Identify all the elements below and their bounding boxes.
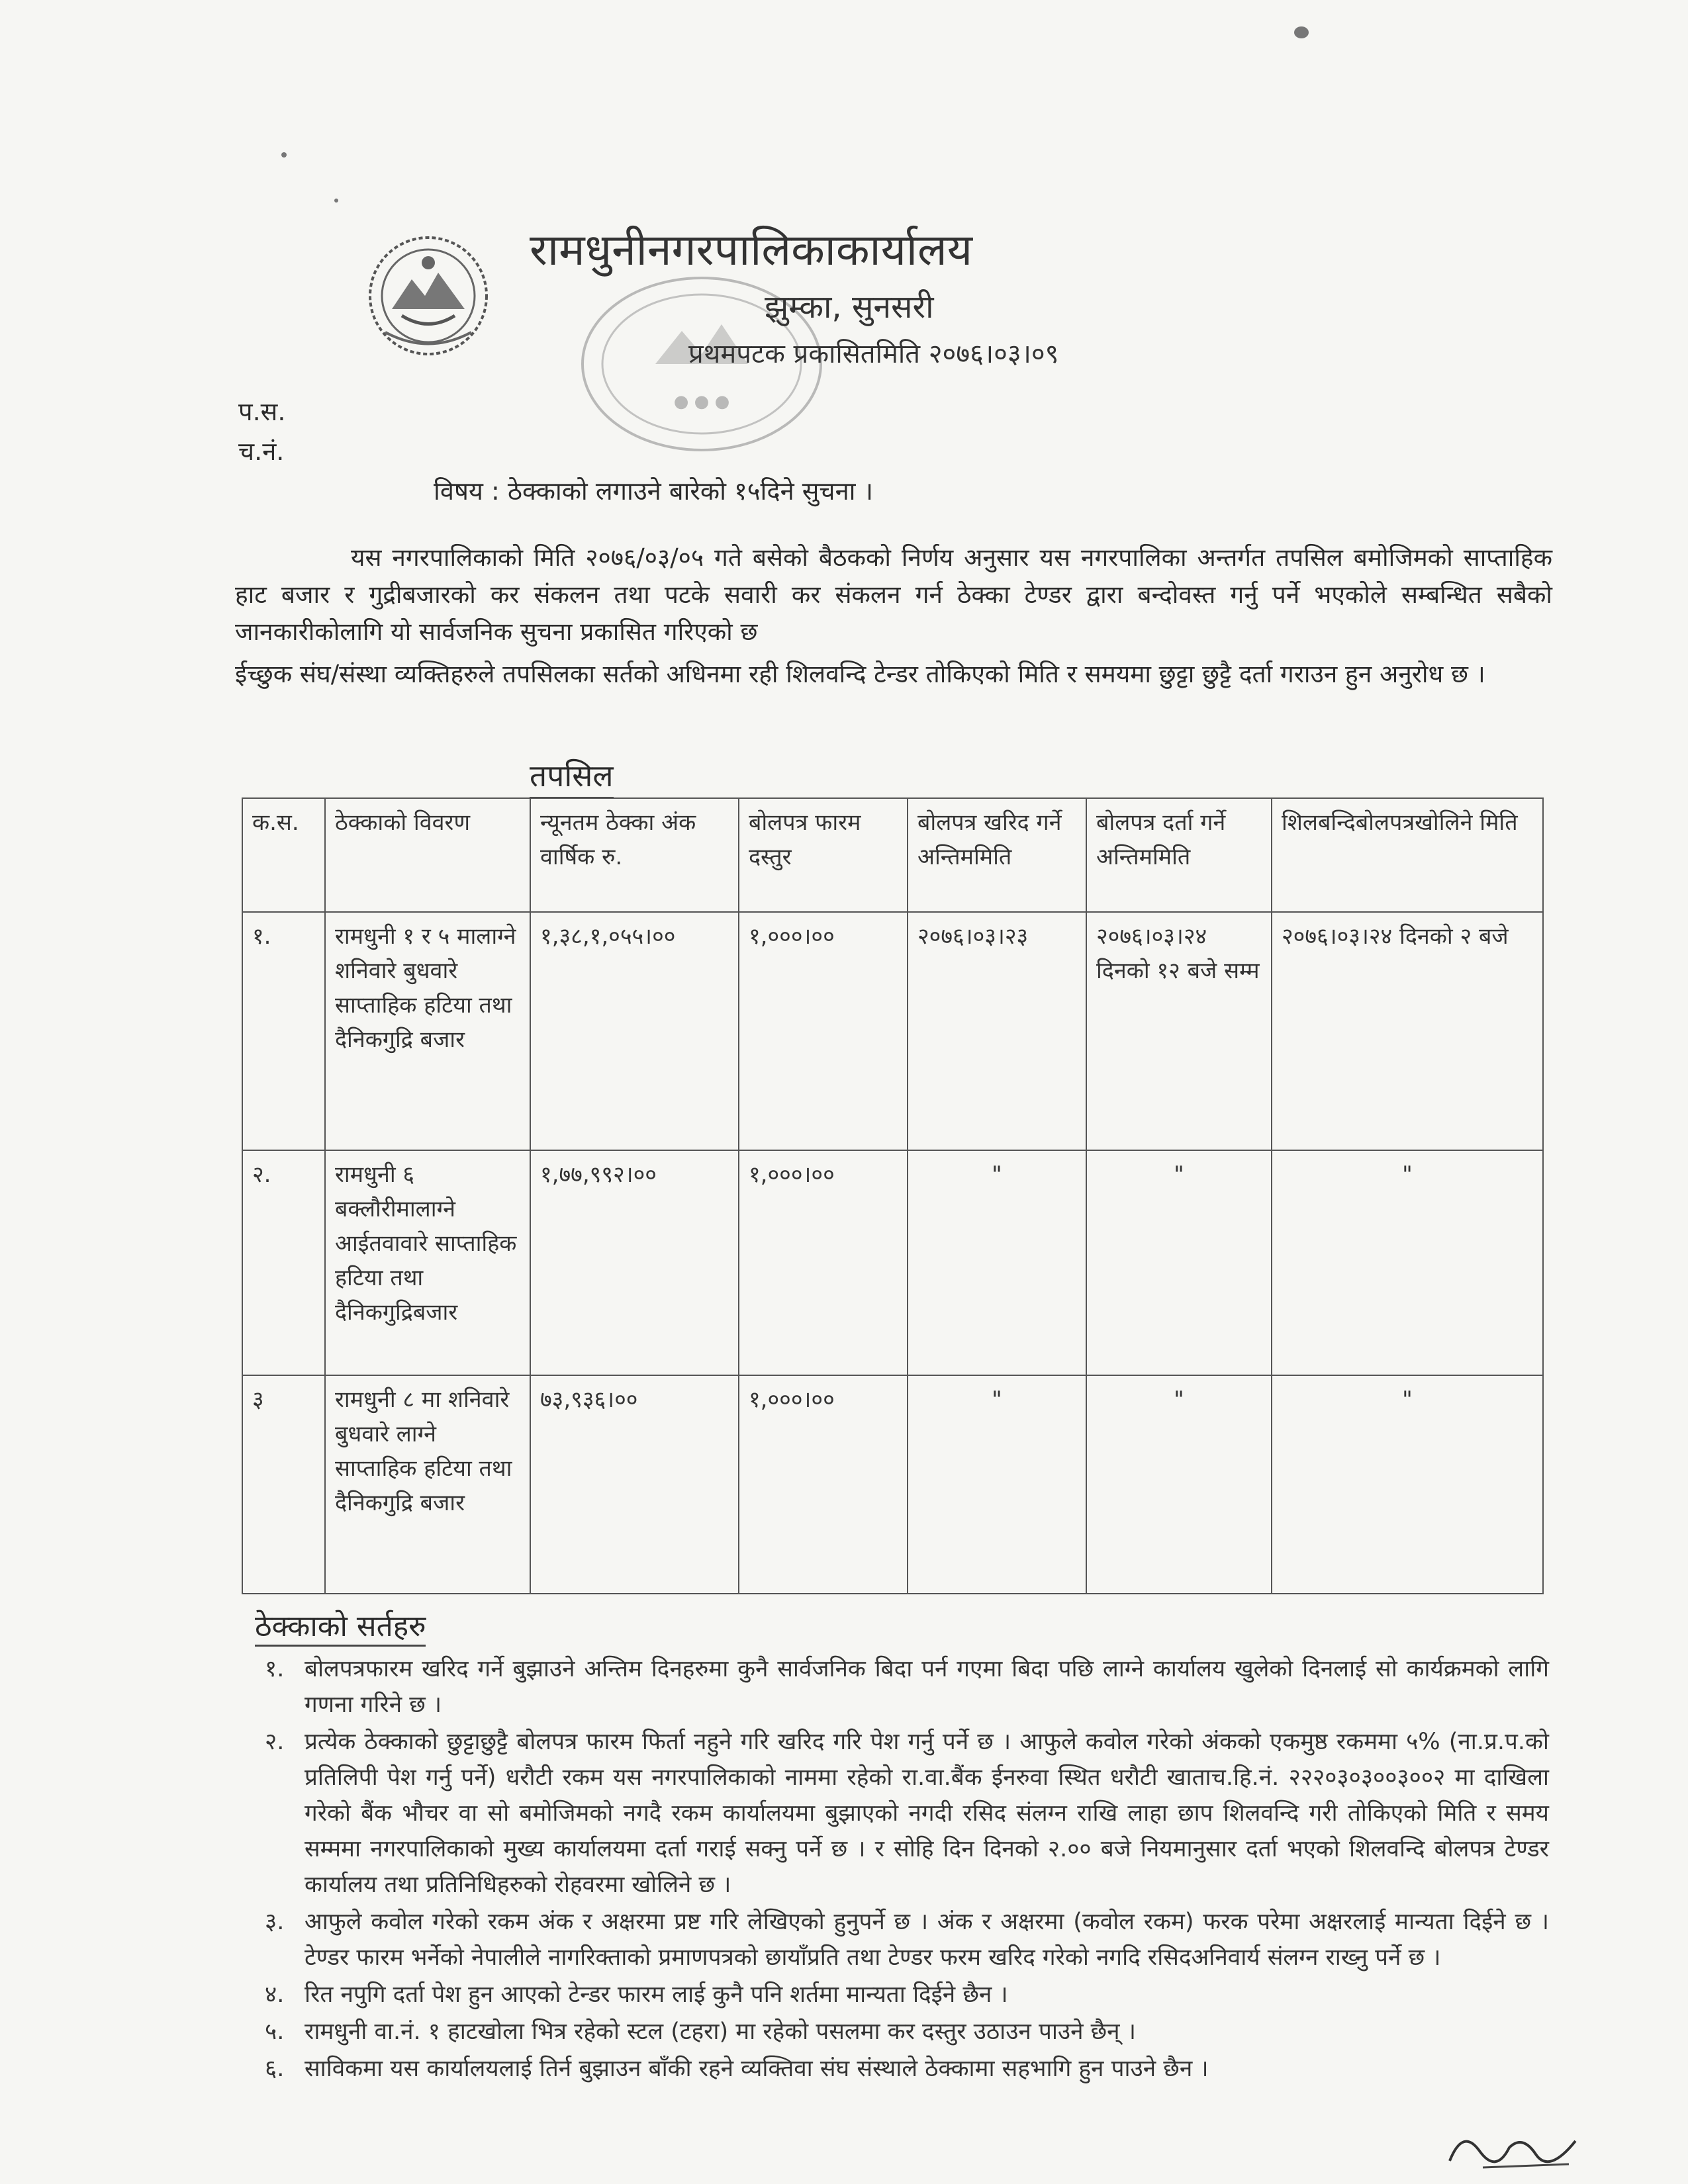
col-header-description: ठेक्काको विवरण [325, 798, 530, 912]
svg-text:● ● ●: ● ● ● [673, 392, 730, 412]
cell-sn: १. [242, 912, 325, 1150]
cell-registration-deadline: " [1086, 1375, 1272, 1594]
reference-ps: प.स. [238, 397, 286, 426]
cell-min-amount: ७३,९३६।०० [530, 1375, 739, 1594]
condition-text: साविकमा यस कार्यालयलाई तिर्न बुझाउन बाँकी रहने व्यक्तिवा संघ संस्थाले ठेक्कामा सहभागि हुन पाउने छैन । [305, 2056, 1209, 2082]
cell-registration-deadline: " [1086, 1150, 1272, 1375]
cell-sn: २. [242, 1150, 325, 1375]
cell-min-amount: १,७७,९९२।०० [530, 1150, 739, 1375]
condition-text: आफुले कवोल गरेको रकम अंक र अक्षरमा प्रष्ट गरि लेखिएको हुनुपर्ने छ । अंक र अक्षरमा (कवोल रकम) फरक परेमा अक्षरलाई मान्यता दिईने छ । टेण्डर फारम भर्नेको नेपालीले नागरिक्ताको प्रमाणपत्रको छायाँप्रति तथा टेण्डर फरम खरिद गरेको नगदि रसिदअनिवार्य संलग्न राख्नु पर्ने छ । [305, 1909, 1549, 1971]
condition-number: २. [265, 1729, 285, 1755]
condition-item [265, 2051, 1549, 2087]
office-title: रामधुनीनगरपालिकाकार्यालय [530, 224, 973, 275]
scan-speck [281, 152, 287, 158]
col-header-opening-date: शिलबन्दिबोलपत्रखोलिने मिति [1272, 798, 1543, 912]
cell-min-amount: १,३८,१,०५५।०० [530, 912, 739, 1150]
col-header-min-amount: न्यूनतम ठेक्का अंक वार्षिक रु. [530, 798, 739, 912]
schedule-heading: तपसिल [530, 754, 614, 799]
condition-number: ३. [265, 1909, 285, 1935]
intro-text-2: ईच्छुक संघ/संस्था व्यक्तिहरुले तपसिलका सर्तको अधिनमा रही शिलवन्दि टेन्डर तोकिएको मिति र समयमा छुट्टा छुट्टै दर्ता गराउन हुन अनुरोध छ । [235, 660, 1485, 688]
scan-speck [334, 199, 338, 203]
cell-sn: ३ [242, 1375, 325, 1594]
office-address: झुम्का, सुनसरी [765, 289, 934, 326]
cell-description: रामधुनी १ र ५ मालाग्ने शनिवारे बुधवारे साप्ताहिक हटिया तथा दैनिकगुद्रि बजार [325, 912, 530, 1150]
cell-opening-date: २०७६।०३।२४ दिनको २ बजे [1272, 912, 1543, 1150]
condition-item [265, 1724, 1549, 1903]
cell-form-fee: १,०००।०० [739, 912, 908, 1150]
publication-date: प्रथमपटक प्रकासितमिति २०७६।०३।०९ [688, 339, 1059, 369]
table-row [242, 912, 1543, 1150]
intro-text-1: यस नगरपालिकाको मिति २०७६/०३/०५ गते बसेको बैठकको निर्णय अनुसार यस नगरपालिका अन्तर्गत तपसिल बमोजिमको साप्ताहिक हाट बजार र गुद्रीबजारको कर संकलन तथा पटके सवारी कर संकलन गर्न ठेक्का टेण्डर द्वारा बन्दोवस्त गर्नु पर्ने भएकोले सम्बन्धित सबैको जानकारीकोलागि यो सार्वजनिक सुचना प्रकासित गरिएको छ [235, 543, 1552, 646]
cell-purchase-deadline: २०७६।०३।२३ [908, 912, 1086, 1150]
condition-text: रित नपुगि दर्ता पेश हुन आएको टेन्डर फारम लाई कुनै पनि शर्तमा मान्यता दिईने छैन । [305, 1981, 1008, 2008]
condition-item [265, 1904, 1549, 1976]
cell-description: रामधुनी ६ बक्लौरीमालाग्ने आईतवावारे साप्ताहिक हटिया तथा दैनिकगुद्रिबजार [325, 1150, 530, 1375]
intro-paragraph [235, 539, 1552, 693]
notice-subject: विषय : ठेक्काको लगाउने बारेको १५दिने सुचना । [434, 477, 873, 506]
scan-speck [1294, 26, 1309, 38]
government-emblem-icon [365, 233, 491, 359]
cell-form-fee: १,०००।०० [739, 1375, 908, 1594]
condition-text: बोलपत्रफारम खरिद गर्ने बुझाउने अन्तिम दिनहरुमा कुनै सार्वजनिक बिदा पर्न गएमा बिदा पछि लाग्ने कार्यालय खुलेको दिनलाई सो कार्यक्रमको लागि गणना गरिने छ । [305, 1656, 1549, 1718]
cell-registration-deadline: २०७६।०३।२४ दिनको १२ बजे सम्म [1086, 912, 1272, 1150]
col-header-purchase-deadline: बोलपत्र खरिद गर्ने अन्तिममिति [908, 798, 1086, 912]
condition-number: ५. [265, 2019, 285, 2045]
condition-number: ४. [265, 1981, 285, 2008]
col-header-form-fee: बोलपत्र फारम दस्तुर [739, 798, 908, 912]
condition-item [265, 1651, 1549, 1723]
table-row [242, 1375, 1543, 1594]
signature-icon [1443, 2115, 1595, 2181]
table-row [242, 1150, 1543, 1375]
cell-purchase-deadline: " [908, 1375, 1086, 1594]
condition-text: रामधुनी वा.नं. १ हाटखोला भित्र रहेको स्टल (टहरा) मा रहेको पसलमा कर दस्तुर उठाउन पाउने छैन् । [305, 2019, 1136, 2045]
condition-text: प्रत्येक ठेक्काको छुट्टाछुट्टै बोलपत्र फारम फिर्ता नहुने गरि खरिद गरि पेश गर्नु पर्ने छ । आफुले कवोल गरेको अंकको एकमुष्ठ रकममा ५% (ना.प्र.प.को प्रतिलिपी पेश गर्नु पर्ने) धरौटी रकम यस नगरपालिकाको नाममा रहेको रा.वा.बैंक ईनरुवा स्थित धरौटी खाताच.हि.नं. २२२०३०३००३००२ मा दाखिला गरेको बैंक भौचर वा सो बमोजिमको नगदै रकम कार्यालयमा बुझाएको नगदी रसिद संलग्न राखि लाहा छाप शिलवन्दि गरी तोकिएको मिति र समय सम्ममा नगरपालिकाको मुख्य कार्यालयमा दर्ता गराई सक्नु पर्ने छ । र सोहि दिन दिनको २.०० बजे नियमानुसार दर्ता भएको शिलवन्दि बोलपत्र टेण्डर कार्यालय तथा प्रतिनिधिहरुको रोहवरमा खोलिने छ । [305, 1729, 1549, 1898]
col-header-registration-deadline: बोलपत्र दर्ता गर्ने अन्तिममिति [1086, 798, 1272, 912]
condition-item [265, 1977, 1549, 2013]
reference-cn: च.नं. [238, 437, 285, 466]
conditions-heading: ठेक्काको सर्तहरु [255, 1605, 426, 1647]
condition-number: १. [265, 1656, 285, 1682]
col-header-sn: क.स. [242, 798, 325, 912]
condition-item [265, 2014, 1549, 2050]
cell-purchase-deadline: " [908, 1150, 1086, 1375]
condition-number: ६. [265, 2056, 285, 2082]
tender-schedule-table [242, 797, 1544, 1594]
cell-form-fee: १,०००।०० [739, 1150, 908, 1375]
cell-opening-date: " [1272, 1375, 1543, 1594]
table-header-row [242, 798, 1543, 912]
conditions-list [265, 1651, 1549, 2088]
cell-opening-date: " [1272, 1150, 1543, 1375]
cell-description: रामधुनी ८ मा शनिवारे बुधवारे लाग्ने साप्ताहिक हटिया तथा दैनिकगुद्रि बजार [325, 1375, 530, 1594]
